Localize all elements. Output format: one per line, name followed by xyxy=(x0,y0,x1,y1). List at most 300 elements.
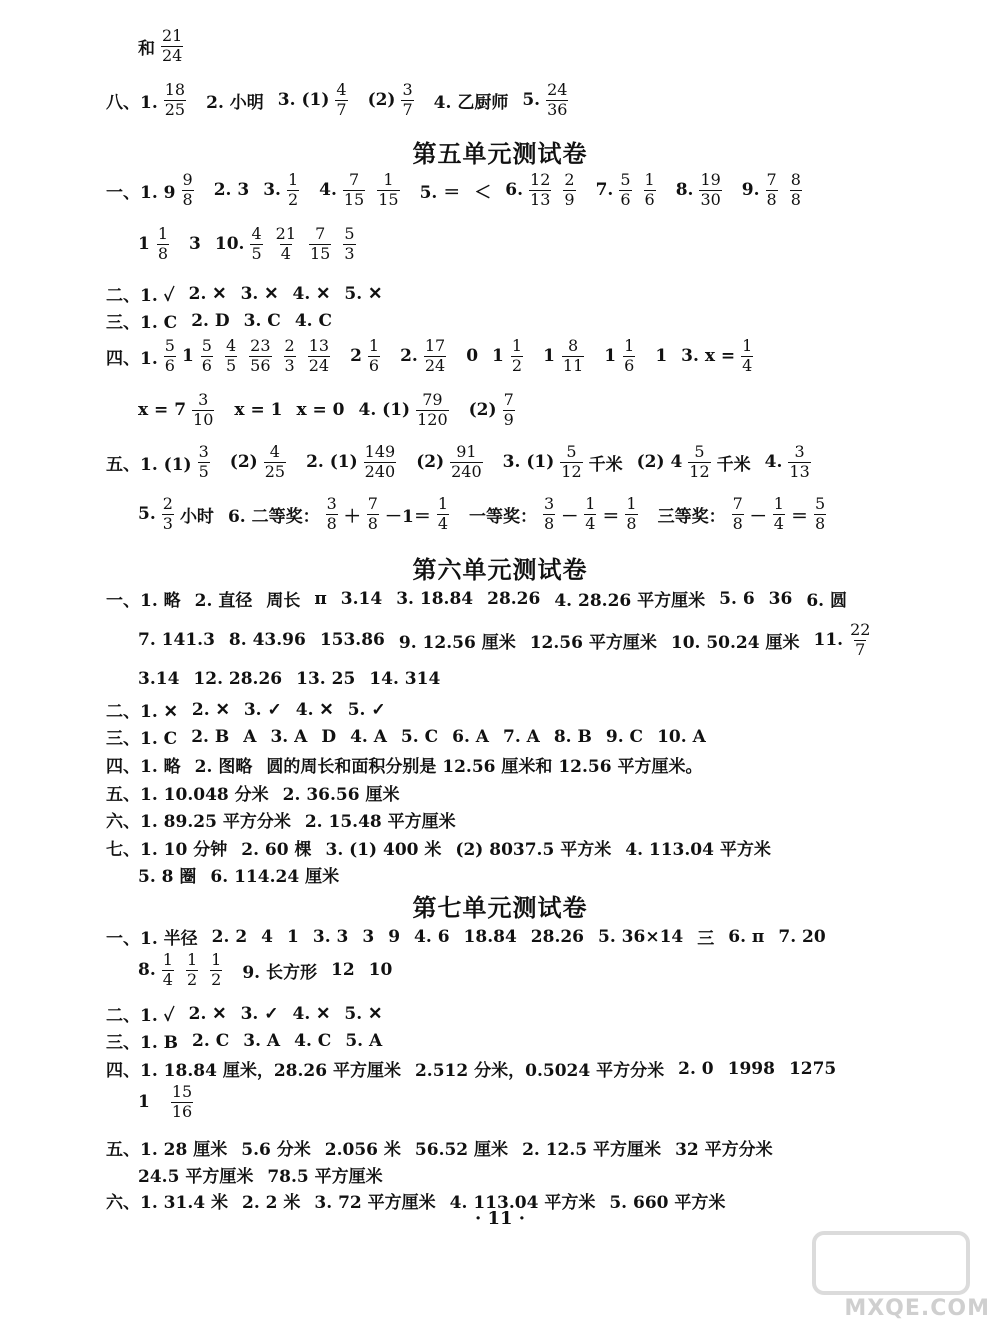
fraction-numerator: 5 xyxy=(344,224,355,243)
answer-text: 千米 xyxy=(716,454,751,475)
answer-line xyxy=(106,1056,836,1081)
answer-text: 10. 50.24 厘米 xyxy=(670,632,800,653)
fraction-numerator: 1 xyxy=(437,494,449,513)
answer-text: 5. ✓ xyxy=(347,699,386,720)
answer-text: (2) xyxy=(468,400,497,421)
fraction xyxy=(732,496,744,533)
fraction xyxy=(546,82,568,119)
fraction-denominator: 8 xyxy=(814,513,826,533)
answer-text: 14. 314 xyxy=(369,669,441,689)
answer-text: 9. C xyxy=(605,726,644,747)
answer-text: 4. ✕ xyxy=(292,1003,331,1024)
fraction xyxy=(560,444,582,481)
answer-text: 八、1. xyxy=(106,92,158,113)
fraction-denominator: 4 xyxy=(437,513,449,533)
answer-text: 153.86 xyxy=(319,630,385,651)
answer-text: 二、1. ✓ xyxy=(106,1006,175,1026)
answer-text: 2. 2 xyxy=(211,926,248,947)
fraction-numerator: 1 xyxy=(585,494,596,513)
answer-text: 四、1. 18.84 厘米，28.26 平方厘米 xyxy=(106,1061,401,1081)
fraction xyxy=(584,496,596,533)
fraction-numerator: 3 xyxy=(794,442,805,461)
fraction-denominator: 4 xyxy=(585,513,596,533)
answer-text: 0 xyxy=(466,346,479,367)
answer-text: 4. 113.04 平方米 xyxy=(449,1193,596,1213)
answer-text: 3. ✓ xyxy=(240,1003,279,1024)
fraction-denominator: 8 xyxy=(157,243,169,263)
fraction xyxy=(773,496,785,533)
answer-text: 10. A xyxy=(657,726,706,747)
answer-text: 78.5 平方厘米 xyxy=(267,1167,383,1187)
answer-text: －1＝ xyxy=(384,506,431,527)
fraction-denominator: 15 xyxy=(378,189,399,209)
answer-text: 6. 圆 xyxy=(806,591,848,611)
fraction xyxy=(364,444,397,481)
answer-line xyxy=(106,281,382,306)
fraction-denominator: 8 xyxy=(367,513,378,533)
fraction-numerator: 4 xyxy=(269,442,280,461)
fraction-numerator: 1 xyxy=(773,494,784,513)
answer-line xyxy=(106,835,771,860)
answer-text: 三等奖： xyxy=(657,506,726,527)
fraction-denominator: 13 xyxy=(789,461,810,481)
fraction-denominator: 8 xyxy=(326,513,337,533)
answer-text: 千米 xyxy=(588,454,623,475)
whole-number: 1 xyxy=(492,346,504,367)
fraction xyxy=(182,172,194,209)
answer-text: 三 xyxy=(697,929,715,949)
answer-line xyxy=(106,697,386,722)
fraction-denominator: 2 xyxy=(511,355,523,375)
answer-text: 2. 直径 xyxy=(194,591,253,611)
fraction-denominator: 4 xyxy=(773,513,784,533)
answer-text: 5. 6 xyxy=(719,588,755,609)
answer-text: 28.26 xyxy=(487,588,541,609)
answer-line xyxy=(106,724,706,749)
answer-text: 3. 18.84 xyxy=(396,588,474,609)
fraction xyxy=(198,444,210,481)
answer-text: ＜ xyxy=(474,182,492,203)
answer-text: 1 xyxy=(287,926,299,947)
answer-text: 13. 25 xyxy=(296,669,356,689)
answer-line xyxy=(138,496,832,533)
answer-text: 圆的周长和面积分别是 12.56 厘米和 12.56 平方厘米。 xyxy=(266,757,703,777)
whole-number: 1 xyxy=(543,346,555,367)
answer-text: 12. 28.26 xyxy=(193,669,283,689)
fraction xyxy=(162,496,174,533)
answer-text: 4. xyxy=(319,180,337,201)
fraction xyxy=(250,226,262,263)
answer-text: 5.6 分米 xyxy=(241,1140,311,1160)
answer-text: 5. C xyxy=(400,726,439,747)
fraction-denominator: 5 xyxy=(198,461,209,481)
unit6-title xyxy=(0,550,1000,585)
fraction xyxy=(186,952,198,989)
fraction xyxy=(625,496,637,533)
fraction-denominator: 2 xyxy=(186,969,198,989)
answer-text: 3. (1) xyxy=(277,90,330,111)
answer-text: 6. π xyxy=(728,926,765,947)
answer-text: 2. B xyxy=(191,726,230,747)
fraction-numerator: 3 xyxy=(198,442,209,461)
answer-text: 5. ✕ xyxy=(344,1003,383,1024)
answer-line xyxy=(138,1084,199,1121)
fraction-denominator: 8 xyxy=(626,513,637,533)
answer-line xyxy=(138,392,521,429)
answer-text: 2. 2 米 xyxy=(242,1193,301,1213)
answer-text: 6. A xyxy=(452,726,489,747)
answer-text: 9 xyxy=(388,926,401,947)
fraction-numerator: 15 xyxy=(171,1082,193,1101)
fraction xyxy=(790,172,802,209)
fraction-numerator: 1 xyxy=(383,170,394,189)
fraction-numerator: 79 xyxy=(422,390,443,409)
unit7-title xyxy=(0,888,1000,923)
answer-text: 5. 8 圈 xyxy=(138,867,197,887)
answer-text: 和 xyxy=(138,38,155,59)
fraction xyxy=(623,338,635,375)
answer-text: 10 xyxy=(368,960,393,981)
fraction-numerator: 17 xyxy=(424,336,446,355)
fraction-denominator: 25 xyxy=(164,99,186,119)
answer-text: 36 xyxy=(768,588,793,609)
answer-line xyxy=(138,862,339,887)
answer-text: 18.84 xyxy=(463,926,517,947)
answer-text: 6. 二等奖： xyxy=(227,506,320,527)
fraction-denominator: 6 xyxy=(201,355,212,375)
answer-text: 11. xyxy=(813,630,844,651)
unit5-title xyxy=(0,134,1000,169)
fraction-numerator: 1 xyxy=(644,170,655,189)
answer-text: 3 xyxy=(362,926,375,947)
answer-text: 4. C xyxy=(294,1030,332,1051)
fraction xyxy=(367,496,379,533)
answer-text: 2. 图略 xyxy=(194,757,253,777)
fraction-denominator: 8 xyxy=(790,189,801,209)
fraction-numerator: 2 xyxy=(162,494,173,513)
fraction-denominator: 7 xyxy=(855,639,866,659)
answer-text: 小时 xyxy=(179,506,214,527)
answer-text: 7. 20 xyxy=(778,926,826,947)
answer-text: 2. 15.48 平方厘米 xyxy=(304,812,456,832)
fraction xyxy=(343,172,365,209)
fraction xyxy=(308,338,330,375)
answer-text: 5. 36×14 xyxy=(598,926,684,947)
answer-text: 5. ✕ xyxy=(344,283,383,304)
answer-line xyxy=(106,1001,382,1026)
whole-number: 1 xyxy=(138,234,150,255)
answer-text: 3. (1) xyxy=(502,452,555,473)
fraction xyxy=(225,338,237,375)
answer-line xyxy=(138,28,189,65)
fraction-denominator: 240 xyxy=(451,461,482,481)
fraction xyxy=(164,82,186,119)
fraction xyxy=(284,338,296,375)
answer-text: 4. A xyxy=(350,726,387,747)
answer-text: 一、1. 9 xyxy=(106,182,176,203)
fraction-denominator: 56 xyxy=(250,355,271,375)
fraction-numerator: 3 xyxy=(402,80,413,99)
answer-text: ＝ xyxy=(602,506,620,527)
fraction xyxy=(424,338,446,375)
fraction-denominator: 12 xyxy=(689,461,710,481)
fraction-numerator: 4 xyxy=(251,224,262,243)
answer-text: 2. C xyxy=(192,1030,230,1051)
fraction-numerator: 7 xyxy=(315,224,326,243)
fraction-numerator: 7 xyxy=(348,170,360,189)
answer-text: 三、1. B xyxy=(106,1033,179,1053)
fraction-numerator: 1 xyxy=(162,950,173,969)
answer-text: 三、1. C xyxy=(106,729,178,749)
fraction xyxy=(644,172,656,209)
answer-text: 2. xyxy=(400,346,418,367)
fraction-denominator: 6 xyxy=(368,355,380,375)
fraction-denominator: 4 xyxy=(280,243,291,263)
answer-text: 四、1. xyxy=(106,348,158,369)
fraction-numerator: 1 xyxy=(157,224,169,243)
answer-text: 一、1. 略 xyxy=(106,591,181,611)
answer-text: 3 xyxy=(189,234,201,255)
fraction-denominator: 9 xyxy=(564,189,575,209)
fraction-numerator: 1 xyxy=(742,336,753,355)
answer-text: A xyxy=(243,726,257,747)
answer-text: 24.5 平方厘米 xyxy=(138,1167,254,1187)
answer-text: (2) xyxy=(416,452,445,473)
answer-text: 9. xyxy=(741,180,760,201)
fraction-denominator: 24 xyxy=(308,355,330,375)
fraction-numerator: 2 xyxy=(284,336,295,355)
answer-text: 3. C xyxy=(243,310,281,331)
answer-text: 六、1. 89.25 平方分米 xyxy=(106,812,291,832)
fraction-denominator: 8 xyxy=(766,189,777,209)
fraction-numerator: 19 xyxy=(700,170,721,189)
fraction-numerator: 5 xyxy=(814,494,826,513)
fraction xyxy=(503,392,515,429)
fraction xyxy=(788,444,810,481)
answer-text: 3. (1) 400 米 xyxy=(325,840,442,860)
answer-text: 2. 3 xyxy=(213,180,250,201)
answer-text: 8. 43.96 xyxy=(228,630,306,651)
fraction xyxy=(688,444,710,481)
answer-line xyxy=(106,1135,773,1160)
fraction-numerator: 8 xyxy=(568,336,579,355)
answer-text: 3.14 xyxy=(340,588,383,609)
fraction-denominator: 11 xyxy=(562,355,584,375)
watermark-text: MXQE.COM xyxy=(844,1296,990,1321)
fraction-numerator: 21 xyxy=(275,224,296,243)
answer-text: 4. 28.26 平方厘米 xyxy=(554,591,706,611)
fraction-numerator: 5 xyxy=(694,442,705,461)
fraction xyxy=(161,28,183,65)
answer-text: 3. 3 xyxy=(312,926,349,947)
fraction-numerator: 1 xyxy=(287,170,299,189)
answer-text: 5. A xyxy=(345,1030,383,1051)
fraction-numerator: 1 xyxy=(211,950,222,969)
answer-text: 5. 660 平方米 xyxy=(609,1193,726,1213)
fraction xyxy=(814,496,826,533)
answer-text: 12 xyxy=(330,960,355,981)
fraction-denominator: 5 xyxy=(251,243,262,263)
answer-line xyxy=(138,1162,383,1187)
answer-line xyxy=(106,338,759,375)
fraction xyxy=(437,496,449,533)
answer-text: 2. (1) xyxy=(306,452,358,473)
answer-text: 一等奖： xyxy=(469,506,538,527)
fraction xyxy=(249,338,271,375)
fraction xyxy=(766,172,778,209)
fraction-denominator: 2 xyxy=(211,969,222,989)
answer-text: 3. ✓ xyxy=(243,699,282,720)
answer-text: 1275 xyxy=(788,1058,837,1079)
fraction-denominator: 5 xyxy=(225,355,237,375)
fraction-denominator: 3 xyxy=(344,243,355,263)
answer-text: 4 xyxy=(261,926,274,947)
fraction xyxy=(335,82,347,119)
fraction-denominator: 2 xyxy=(287,189,299,209)
fraction-denominator: 6 xyxy=(624,355,635,375)
answer-text: 2. 36.56 厘米 xyxy=(282,785,400,805)
answer-text: 5. xyxy=(138,504,156,525)
answer-text: (2) xyxy=(367,90,396,111)
fraction-denominator: 10 xyxy=(193,409,214,429)
answer-text: 3. A xyxy=(243,1030,281,1051)
answer-text: 周长 xyxy=(266,591,301,611)
whole-number: 1 xyxy=(138,1092,150,1113)
fraction-denominator: 15 xyxy=(310,243,331,263)
answer-text: 4. C xyxy=(294,310,333,331)
fraction xyxy=(171,1084,193,1121)
answer-line xyxy=(106,172,808,209)
answer-text: ＝ xyxy=(790,506,808,527)
answer-text: 2. 小明 xyxy=(206,92,264,113)
fraction xyxy=(368,338,380,375)
fraction xyxy=(275,226,297,263)
fraction-denominator: 3 xyxy=(162,513,173,533)
answer-text: 1998 xyxy=(727,1058,775,1079)
answer-text: 三、1. C xyxy=(106,313,178,333)
fraction-denominator: 15 xyxy=(343,189,365,209)
fraction-denominator: 3 xyxy=(284,355,295,375)
fraction xyxy=(562,338,584,375)
fraction-numerator: 5 xyxy=(620,170,631,189)
answer-text: D xyxy=(321,726,337,747)
answer-text: 5. xyxy=(522,90,541,111)
fraction-denominator: 24 xyxy=(162,45,183,65)
answer-line xyxy=(106,1028,382,1053)
fraction-numerator: 13 xyxy=(308,336,330,355)
fraction-numerator: 4 xyxy=(225,336,237,355)
answer-text: 4. 113.04 平方米 xyxy=(625,840,771,860)
answer-text: x = 7 xyxy=(138,400,187,421)
answer-line xyxy=(106,308,332,333)
answer-text: (2) 4 xyxy=(636,452,683,473)
fraction-numerator: 5 xyxy=(566,442,577,461)
fraction-denominator: 16 xyxy=(171,1101,193,1121)
fraction xyxy=(287,172,299,209)
whole-number: 1 xyxy=(181,346,194,367)
answer-text: 2.512 分米，0.5024 平方分米 xyxy=(414,1061,665,1081)
fraction xyxy=(699,172,721,209)
answer-line xyxy=(106,586,847,611)
answer-text: － xyxy=(749,506,767,527)
fraction-denominator: 12 xyxy=(561,461,582,481)
fraction-numerator: 7 xyxy=(766,170,777,189)
fraction xyxy=(164,338,176,375)
answer-text: 3. ✕ xyxy=(240,283,279,304)
answer-text: 6. xyxy=(505,180,524,201)
answer-line xyxy=(138,952,392,989)
fraction-numerator: 1 xyxy=(368,336,380,355)
fraction-numerator: 12 xyxy=(530,170,551,189)
answer-text: 2. 60 棵 xyxy=(241,840,312,860)
answer-text: 2. ✕ xyxy=(191,699,230,720)
fraction xyxy=(326,496,338,533)
answer-line xyxy=(106,807,456,832)
fraction-denominator: 7 xyxy=(336,99,347,119)
answer-text: 2. ✕ xyxy=(188,283,227,304)
fraction xyxy=(619,172,631,209)
answer-text: 8. B xyxy=(553,726,592,747)
fraction-numerator: 3 xyxy=(326,494,337,513)
fraction-denominator: 25 xyxy=(264,461,286,481)
answer-text: 2. D xyxy=(191,310,230,331)
whole-number: 1 xyxy=(604,346,617,367)
fraction xyxy=(201,338,213,375)
answer-text: 4. xyxy=(764,452,783,473)
fraction-numerator: 7 xyxy=(503,390,514,409)
fraction-denominator: 8 xyxy=(544,513,555,533)
answer-text: 4. 6 xyxy=(414,926,450,947)
answer-text: 2.056 米 xyxy=(324,1140,401,1160)
fraction xyxy=(401,82,413,119)
fraction-denominator: 120 xyxy=(417,409,448,429)
page-number: · 11 · xyxy=(474,1208,526,1229)
answer-text: 4. ✕ xyxy=(295,699,334,720)
answer-text: x = 0 xyxy=(296,400,345,421)
answer-text: 7. xyxy=(595,180,614,201)
unit7-title-text: 第七单元测试卷 xyxy=(412,893,588,922)
answer-text: (2) 8037.5 平方米 xyxy=(455,840,612,860)
fraction xyxy=(343,226,355,263)
answer-text: 二、1. ✓ xyxy=(106,286,175,306)
fraction-numerator: 1 xyxy=(511,336,523,355)
answer-line xyxy=(138,669,440,689)
fraction xyxy=(157,226,169,263)
answer-text: 7. A xyxy=(502,726,540,747)
fraction-numerator: 1 xyxy=(186,950,198,969)
answer-text: 7. 141.3 xyxy=(138,630,215,651)
answer-text: 28.26 xyxy=(530,926,585,947)
answer-text: 2. ✕ xyxy=(188,1003,227,1024)
answer-text: 2 xyxy=(350,346,362,367)
fraction-numerator: 4 xyxy=(336,80,347,99)
watermark-icon xyxy=(812,1231,970,1295)
answer-text: 二、1. ✕ xyxy=(106,702,178,722)
fraction xyxy=(264,444,286,481)
answer-line xyxy=(106,924,826,949)
fraction xyxy=(529,172,551,209)
answer-text: 4. 乙厨师 xyxy=(433,92,509,113)
fraction-denominator: 8 xyxy=(182,189,193,209)
fraction-denominator: 8 xyxy=(732,513,743,533)
answer-text: 6. 114.24 厘米 xyxy=(210,867,340,887)
fraction xyxy=(741,338,753,375)
answer-text: 七、1. 10 分钟 xyxy=(106,840,228,860)
fraction xyxy=(563,172,575,209)
fraction xyxy=(849,622,871,659)
answer-text: 一、1. 半径 xyxy=(106,929,198,949)
fraction-denominator: 6 xyxy=(644,189,655,209)
